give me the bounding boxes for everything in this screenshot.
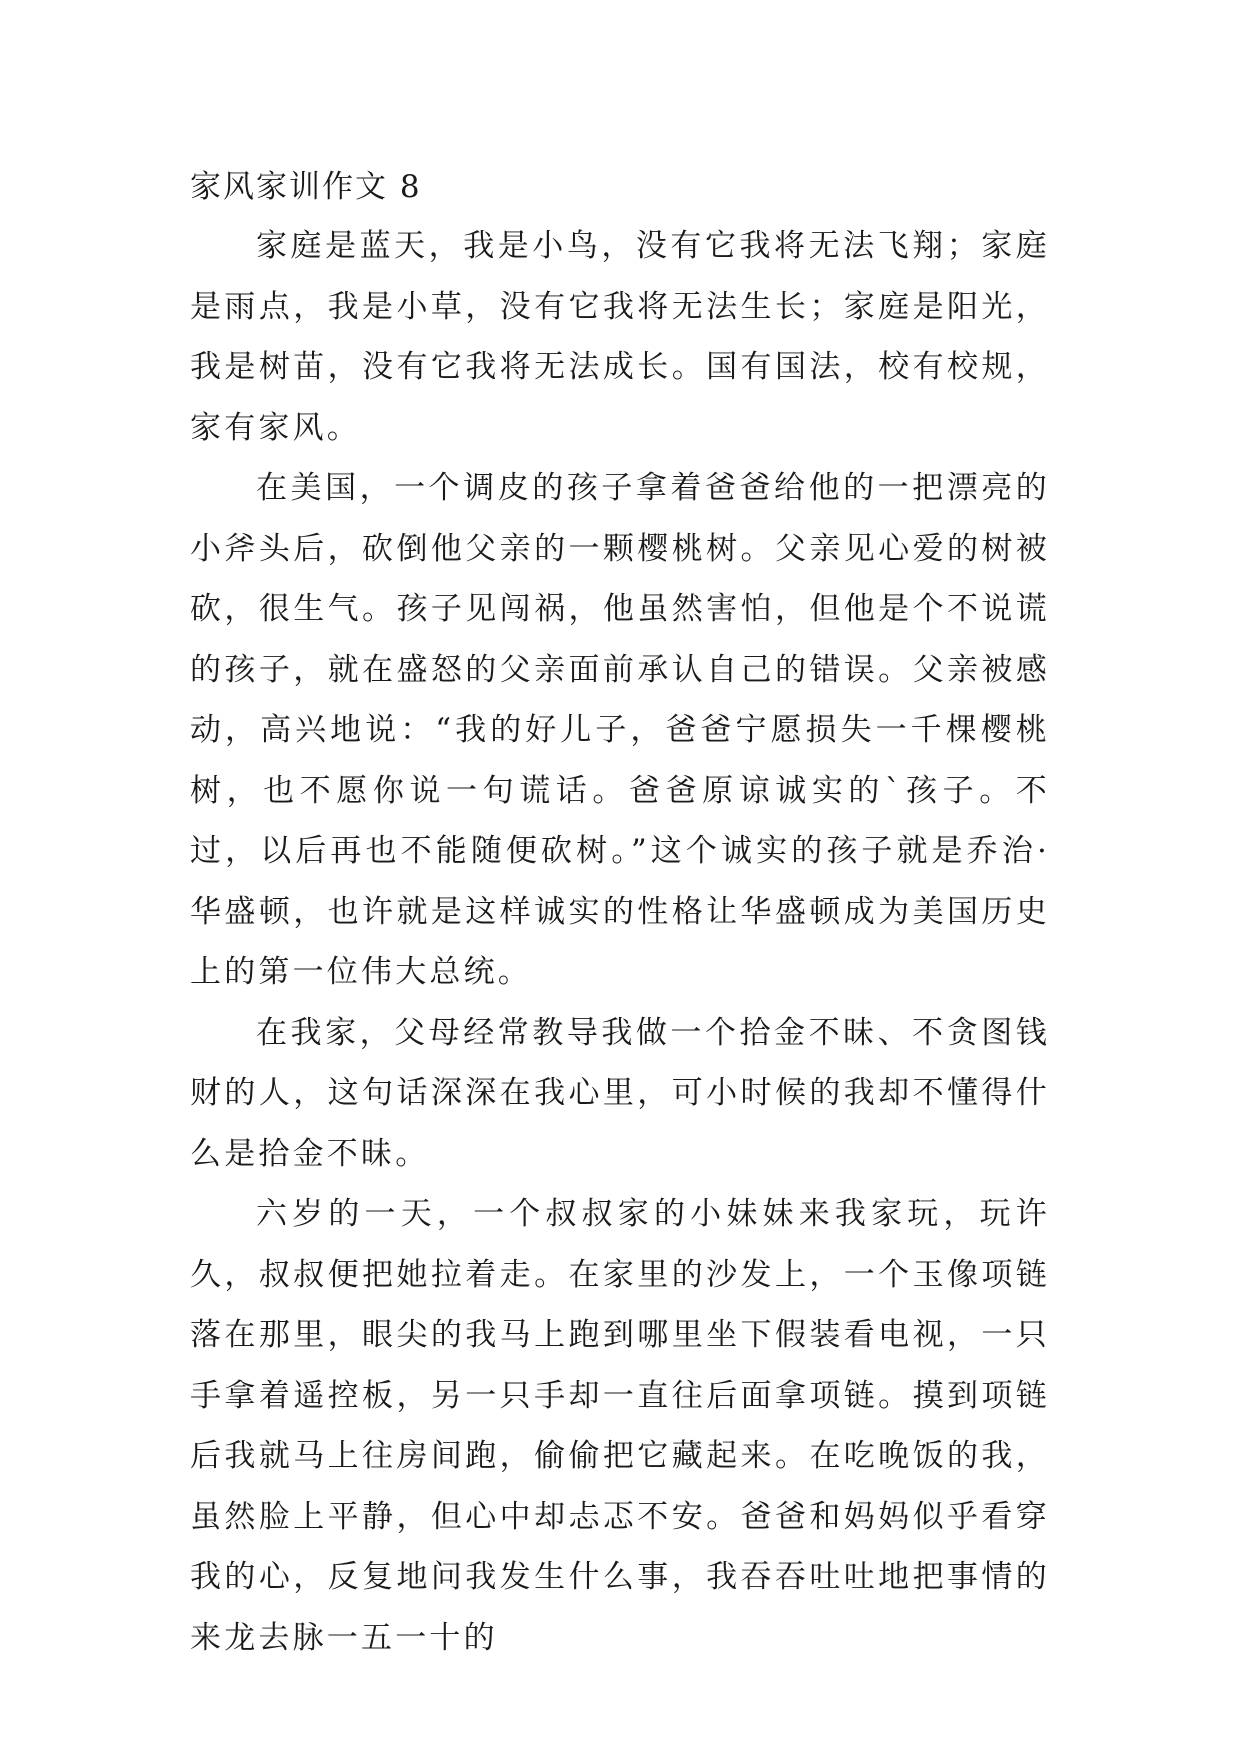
document-body — [190, 158, 1050, 1668]
paragraph-blue-sky: 家庭是蓝天，我是小鸟，没有它我将无法飞翔；家庭是雨点，我是小草，没有它我将无法生长；家庭是阳光，我是树苗，没有它我将无法成长。国有国法，校有校规，家有家风。 — [190, 228, 1050, 446]
document-title: 家风家训作文 8 — [190, 169, 422, 205]
paragraph-parents-teaching: 在我家，父母经常教导我做一个拾金不昧、不贪图钱财的人，这句话深深在我心里，可小时候的我却不懂得什么是拾金不昧。 — [190, 1014, 1050, 1172]
paragraph-washington-story: 在美国，一个调皮的孩子拿着爸爸给他的一把漂亮的小斧头后，砍倒他父亲的一颗樱桃树。父亲见心爱的树被砍，很生气。孩子见闯祸，他虽然害怕，但他是个不说谎的孩子，就在盛怒的父亲面前承认自己的错误。父亲被感动，高兴地说：“我的好儿子，爸爸宁愿损失一千棵樱桃树，也不愿你说一句谎话。爸爸原谅诚实的`孩子。不过，以后再也不能随便砍树。”这个诚实的孩子就是乔治·华盛顿，也许就是这样诚实的性格让华盛顿成为美国历史上的第一位伟大总统。 — [190, 470, 1050, 990]
paragraph-necklace-story: 六岁的一天，一个叔叔家的小妹妹来我家玩，玩许久，叔叔便把她拉着走。在家里的沙发上，一个玉像项链落在那里，眼尖的我马上跑到哪里坐下假装看电视，一只手拿着遥控板，另一只手却一直往后面拿项链。摸到项链后我就马上往房间跑，偷偷把它藏起来。在吃晚饭的我，虽然脸上平静，但心中却忐忑不安。爸爸和妈妈似乎看穿我的心，反复地问我发生什么事，我吞吞吐吐地把事情的来龙去脉一五一十的 — [190, 1196, 1050, 1656]
